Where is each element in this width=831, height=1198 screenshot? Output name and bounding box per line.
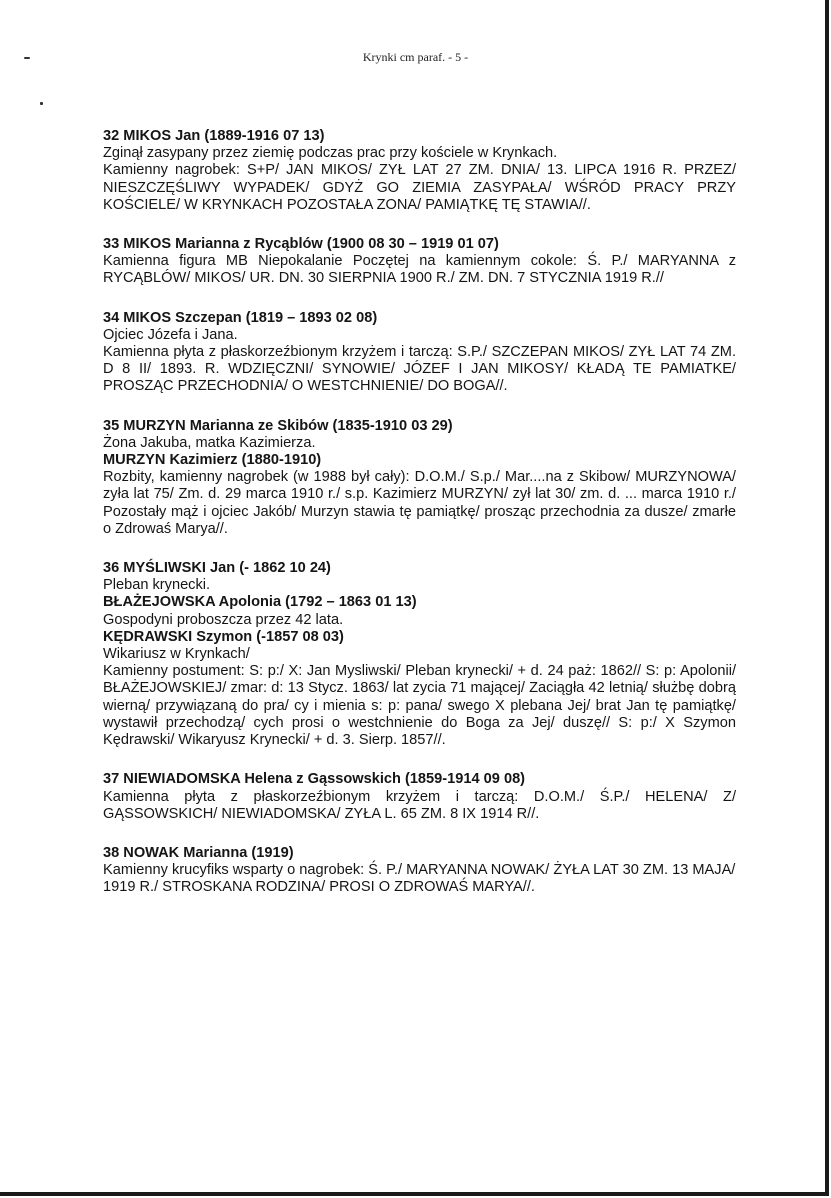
entry-heading: 34 MIKOS Szczepan (1819 – 1893 02 08) bbox=[103, 309, 378, 326]
document-body bbox=[103, 128, 736, 919]
entry-text: Kamienny krucyfiks wsparty o nagrobek: Ś. P./ MARYANNA NOWAK/ ŻYŁA LAT 30 ZM. 13 MAJA/ 1919 R./ STROSKANA RODZINA/ PROSI O ZDROWAŚ MARYA//. bbox=[103, 862, 736, 896]
entry-34 bbox=[103, 310, 736, 396]
entry-heading: 35 MURZYN Marianna ze Skibów (1835-1910 03 29) bbox=[103, 417, 453, 434]
entry-text: Gospodyni proboszcza przez 42 lata. bbox=[103, 611, 344, 628]
entry-text: Kamienna figura MB Niepokalanie Poczętej na kamiennym cokole: Ś. P./ MARYANNA z RYCĄBLÓW/ MIKOS/ UR. DN. 30 SIERPNIA 1900 R./ ZM. DN. 7 STYCZNIA 1919 R.// bbox=[103, 253, 736, 287]
entry-33 bbox=[103, 236, 736, 288]
entry-38 bbox=[103, 845, 736, 897]
page-header: Krynki cm paraf. - 5 - bbox=[362, 50, 469, 64]
entry-text: Wikariusz w Krynkach/ bbox=[103, 646, 250, 663]
entry-text: Kamienny nagrobek: S+P/ JAN MIKOS/ ZYŁ LAT 27 ZM. DNIA/ 13. LIPCA 1916 R. PRZEZ/ NIESZCZĘŚLIWY WYPADEK/ GDYŻ GO ZIEMIA ZASYPAŁA/ WŚRÓD PRACY PRZY KOŚCIELE/ W KRYNKACH POZOSTAŁA ZONA/ PAMIĄTKĘ TĘ STAWIA//. bbox=[103, 162, 736, 213]
entry-text: Pleban krynecki. bbox=[103, 577, 211, 594]
entry-32 bbox=[103, 128, 736, 214]
entry-36 bbox=[103, 560, 736, 749]
entry-subheading: MURZYN Kazimierz (1880-1910) bbox=[103, 452, 322, 469]
entry-text: Żona Jakuba, matka Kazimierza. bbox=[103, 434, 316, 451]
entry-subheading: KĘDRAWSKI Szymon (-1857 08 03) bbox=[103, 628, 344, 645]
entry-subheading: BŁAŻEJOWSKA Apolonia (1792 – 1863 01 13) bbox=[103, 594, 417, 611]
entry-heading: 37 NIEWIADOMSKA Helena z Gąssowskich (1859-1914 09 08) bbox=[103, 771, 526, 788]
entry-37 bbox=[103, 771, 736, 823]
entry-35 bbox=[103, 418, 736, 538]
entry-heading: 36 MYŚLIWSKI Jan (- 1862 10 24) bbox=[103, 560, 331, 577]
entry-text: Kamienna płyta z płaskorzeźbionym krzyżem i tarczą: S.P./ SZCZEPAN MIKOS/ ZYŁ LAT 74 ZM. D 8 II/ 1893. R. WDZIĘCZNI/ SYNOWIE/ JÓZEF I JAN MIKOSY/ KŁADĄ TE PAMIATKE/ PROSZĄC PRZECHODNIA/ O WESTCHNIENIE/ DO BOGA//. bbox=[103, 344, 736, 395]
entry-text: Ojciec Józefa i Jana. bbox=[103, 326, 238, 343]
entry-text: Kamienna płyta z płaskorzeźbionym krzyżem i tarczą: D.O.M./ Ś.P./ HELENA/ Z/ GĄSSOWSKICH/ NIEWIADOMSKA/ ZYŁA L. 65 ZM. 8 IX 1914 R//. bbox=[103, 788, 736, 822]
entry-heading: 33 MIKOS Marianna z Rycąblów (1900 08 30 – 1919 01 07) bbox=[103, 236, 499, 253]
entry-heading: 32 MIKOS Jan (1889-1916 07 13) bbox=[103, 128, 325, 144]
scan-mark bbox=[40, 102, 43, 105]
entry-heading: 38 NOWAK Marianna (1919) bbox=[103, 844, 294, 861]
entry-text: Zginął zasypany przez ziemię podczas prac przy kościele w Krynkach. bbox=[103, 145, 558, 162]
entry-text: Rozbity, kamienny nagrobek (w 1988 był cały): D.O.M./ S.p./ Mar....na z Skibow/ MURZYNOWA/ zyła lat 75/ Zm. d. 29 marca 1910 r./ s.p. Kazimierz MURZYN/ zył lat 30/ zm. d. ... marca 1910 r./ Pozostały mąż i ojciec Jakób/ Murzyn stawia tę pamiątkę/ prosząc przechodnia za dusze/ zmarłe o Zdrowaś Marya//. bbox=[103, 469, 736, 537]
entry-text: Kamienny postument: S: p:/ X: Jan Mysliwski/ Pleban krynecki/ + d. 24 paż: 1862// S: p: Apolonii/ BŁAŻEJOWSKIEJ/ zmar: d: 13 Stycz. 1863/ lat zycia 71 mającej/ Zaciągła 42 letnią/ służbę dobrą wierną/ przywiązaną do pra/ cy i mienia s: p: pana/ swego X plebana Jej/ brat Jan tę pamiątkę/ wystawił przechodzą/ cych prosi o westchnienie do Boga za Jej/ duszę// S: p:/ X Szymon Kędrawski/ Wikaryusz Krynecki/ + d. 3. Sierp. 1857//. bbox=[103, 663, 736, 749]
